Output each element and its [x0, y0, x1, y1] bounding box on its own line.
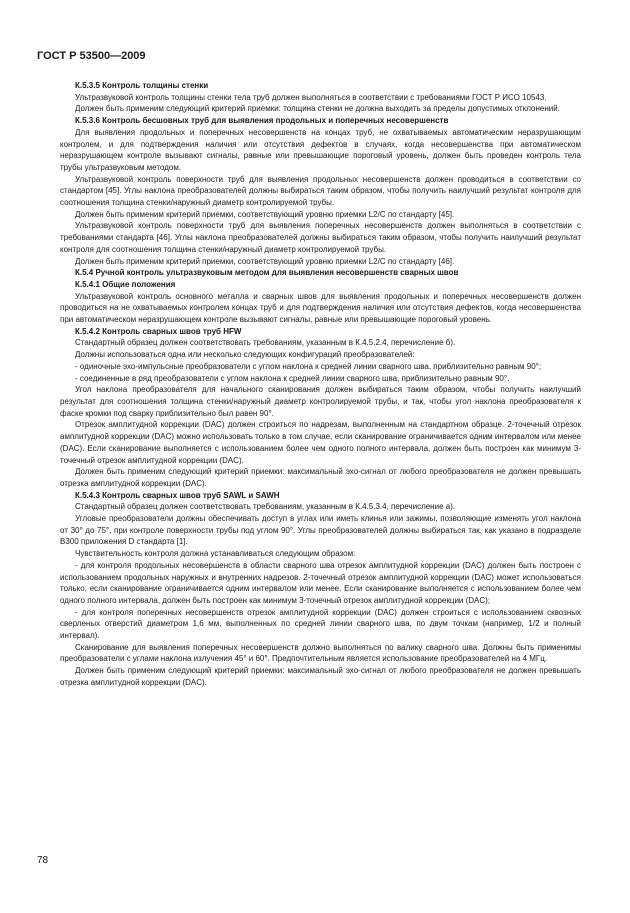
paragraph: Должен быть применим критерий приемки, соответствующий уровню приемки L2/C по стандарту [46]. [75, 256, 455, 266]
paragraph: Должен быть применим критерий приемки, соответствующий уровню приемки L2/C по стандарту [45]. [75, 209, 455, 219]
paragraph: Ультразвуковой контроль поверхности труб для выявления поперечных несовершенств должен выполняться в соответствии с требованиями стандарта [46]. Углы наклона преобразователей должны выбираться таким образом, чтобы получить наилучший результат контроля для соотношения толщина стенки/наружный диаметр контролируемой трубы. [60, 221, 581, 254]
paragraph: Ультразвуковой контроль основного металла и сварных швов для выявления продольных и поперечных несовершенств должен проводиться на не охватываемых контролем концах труб и для подтверждения наличия или отсутствия дефектов, когда несовершенства при автоматическом неразрушающем контроле вызывают сигналы, равные или превышающие пороговый уровень. [60, 291, 581, 325]
paragraph: Должен быть применим следующий критерий приемки: максимальный эхо-сигнал от любого преобразователя не должен превышать отрезка амплитудной коррекции (DAC). [60, 666, 581, 687]
paragraph: Должен быть применим следующий критерий приемки: максимальный эхо-сигнал от любого преобразователя не должен превышать отрезка амплитудной коррекции (DAC). [60, 467, 581, 488]
section-heading: К.5.4.2 Контроль сварных швов труб HFW [75, 326, 242, 336]
paragraph: Сканирование для выявления поперечных несовершенств должно выполняться по валику сварного шва. Должны быть применимы преобразователи с углами наклона излучения 45° и 60°. Предпочтительным является использование преобразователей на 4 МГц. [60, 642, 581, 664]
paragraph: - одиночные эхо-импульсные преобразователи с углом наклона к средней линии сварного шва, приблизительно равным 90°; [75, 361, 542, 371]
section-heading: К.5.4.3 Контроль сварных швов труб SAWL и SAWH [75, 490, 280, 500]
paragraph: Стандартный образец должен соответствовать требованиям, указанным в К.4.5.3.4, перечисление а). [75, 502, 456, 512]
paragraph: Угловые преобразователи должны обеспечивать доступ в углах или иметь клинья или зажимы, позволяющие изменять угол наклона от 30° до 75°, при контроле поверхности трубы под углом 90°. Углы преобразователей должны выбираться так, как указано в подразделе В300 приложения D стандарта [1]. [60, 514, 581, 547]
document-body [60, 80, 581, 689]
paragraph: - соединенные в ряд преобразователи с углом наклона к средней линии сварного шва, приблизительно равным 90°. [75, 373, 510, 383]
paragraph: - для контроля поперечных несовершенств отрезок амплитудной коррекции (DAC) должен строиться с использованием сквозных сверленых отверстий диаметром 1,6 мм, выполненных по средней линии сварного шва, по двум точкам (например, 1/2 и полный интервал). [60, 607, 581, 641]
section-heading: К.5.3.6 Контроль бесшовных труб для выявления продольных и поперечных несовершенств [75, 116, 449, 126]
paragraph: Ультразвуковой контроль поверхности труб для выявления продольных несовершенств должен проводиться в соответствии со стандартом [45]. Углы наклона преобразователей должны выбираться таким образом, чтобы получить наилучший результат контроля для соотношения толщина стенки/наружный диаметр контролируемой трубы. [60, 174, 581, 208]
paragraph: Должны использоваться одна или несколько следующих конфигураций преобразователей: [75, 350, 415, 360]
paragraph: - для контроля продольных несовершенств в области сварного шва отрезок амплитудной коррекции (DAC) должен быть построен с использованием продольных наружных и внутренних надрезов. 2-точечный отрезок амплитудной коррекции (DAC) может использоваться только, если сканирование ограничивается одним интервалом или менее. Если сканирование выполняется с использованием более чем одного полного интервала, должен быть построен как минимум 3-точечный отрезок амплитудной коррекции (DAC); [60, 560, 581, 605]
paragraph: Должен быть применим следующий критерий приемки: толщина стенки не должна выходить за пределы допустимых отклонений. [75, 104, 560, 114]
paragraph: Стандартный образец должен соответствовать требованиям, указанным в К.4.5.2.4, перечисление б). [75, 338, 456, 348]
paragraph: Ультразвуковой контроль толщины стенки тела труб должен выполняться в соответствии с требованиями ГОСТ Р ИСО 10543. [75, 92, 547, 102]
paragraph: Для выявления продольных и поперечных несовершенств на концах труб, не охватываемых автоматическим неразрушающим контролем, и для подтверждения наличия или отсутствия дефектов в случаях, когда несовершенства при автоматическом неразрушающем контроле вызывают сигналы, равные или превышающие пороговый уровень, должен быть проведен контроль тела трубы ультразвуковым методом. [60, 127, 581, 172]
paragraph: Угол наклона преобразователя для начального сканирования должен выбираться таким образом, чтобы получить наилучший результат для соотношения толщина стенки/наружный диаметр контролируемой трубы, и так, чтобы угол наклона преобразователя к фаске кромки под сварку приблизительно был равен 90°. [60, 385, 581, 418]
page-number: 78 [37, 855, 49, 866]
document-header: ГОСТ Р 53500—2009 [37, 50, 146, 62]
section-heading: К.5.4 Ручной контроль ультразвуковым методом для выявления несовершенств сварных швов [75, 268, 459, 278]
section-heading: К.5.4.1 Общие положения [75, 279, 176, 289]
paragraph: Чувствительность контроля должна устанавливаться следующим образом: [75, 549, 356, 559]
paragraph: Отрезок амплитудной коррекции (DAC) должен строиться по надрезам, выполненным на стандартном образце. 2-точечный отрезок амплитудной коррекции (DAC) можно использовать только в том случае, если сканирование ограничивается одним интервалом или менее (DAC). Если сканирование выполняется с использованием более чем одного полного интервала, должен быть построен как минимум 3-точечный отрезок амплитудной коррекции (DAC). [60, 420, 581, 465]
section-heading: К.5.3.5 Контроль толщины стенки [75, 81, 209, 90]
